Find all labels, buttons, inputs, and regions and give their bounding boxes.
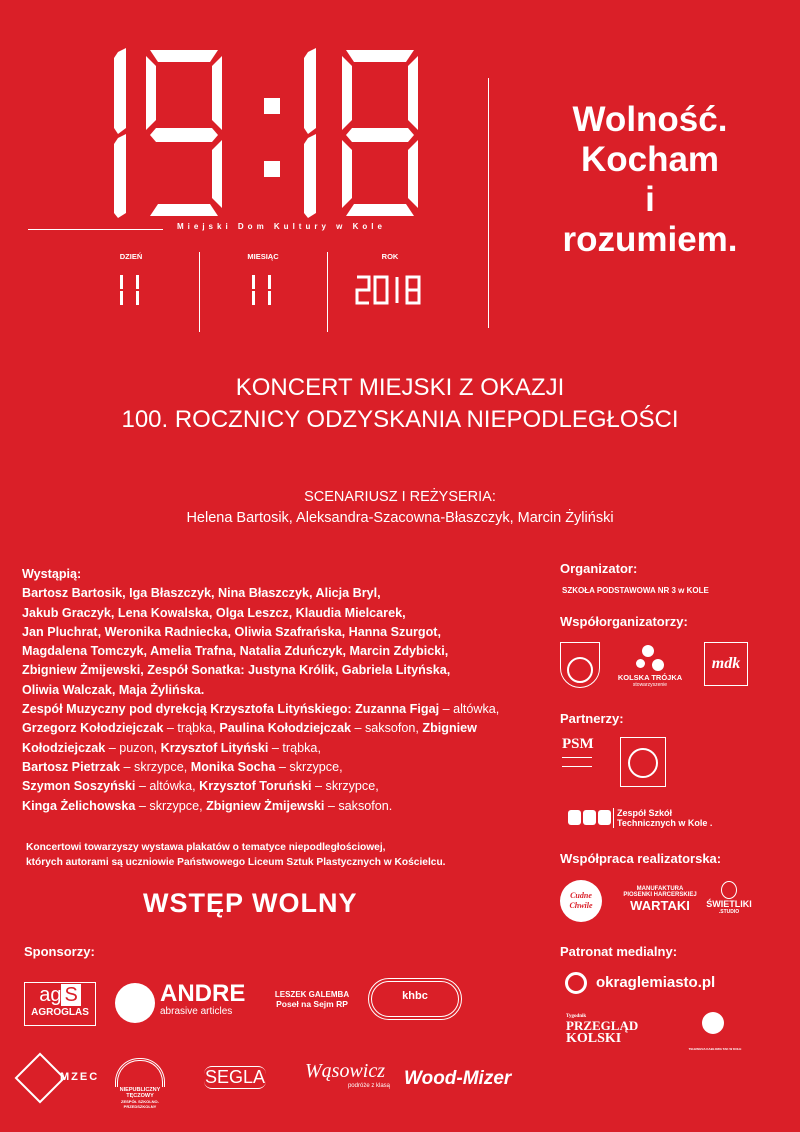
tk-icon — [702, 1012, 724, 1034]
logo-text: KOLSKA TRÓJKA — [617, 673, 683, 682]
psm-logo — [562, 736, 598, 790]
band-member: Zbigniew Żmijewski — [206, 798, 325, 813]
instrument: saksofon — [365, 721, 416, 736]
band-member: Paulina Kołodziejczak — [219, 721, 351, 736]
logo-text: Wąsowicz — [305, 1060, 385, 1082]
band-member: Monika Socha — [190, 759, 276, 774]
band-member: Zuzanna Figaj — [355, 702, 440, 717]
clock-display — [110, 48, 460, 218]
logo-text: KOLSKI — [566, 1031, 622, 1046]
logo-text: Technicznych w Kole . — [617, 818, 713, 828]
date-year — [335, 252, 445, 305]
performers-heading: Wystąpią: — [22, 567, 82, 581]
khbc-logo — [368, 978, 462, 1020]
teczowy-logo — [110, 1058, 170, 1109]
motto-line: Kocham — [580, 140, 720, 179]
free-entry: WSTĘP WOLNY — [143, 888, 358, 918]
logo-text: podróże z klasą — [347, 1083, 390, 1089]
date-year-label: ROK — [381, 252, 399, 261]
band-member: Grzegorz Kołodziejczak — [22, 721, 164, 736]
performers — [22, 565, 532, 816]
performers-line: Zbigniew Żmijewski, Zespół Sonatka: Justyna Królik, Gabriela Lityńska, — [22, 663, 451, 678]
logo-text: AGROGLAS — [31, 1007, 89, 1018]
przeglad-kolski-logo — [566, 1014, 638, 1046]
logo-text: khbc — [402, 990, 428, 1002]
logo-text: PRZEGLĄD — [566, 1018, 639, 1033]
agroglas-logo: ag S AGROGLAS — [24, 982, 96, 1026]
title-line: 100. ROCZNICY ODZYSKANIA NIEPODLEGŁOŚCI — [121, 406, 679, 433]
andre-logo — [160, 982, 245, 1017]
motto-line: i — [645, 180, 655, 219]
instrument: skrzypce — [325, 779, 376, 794]
logo-text: abrasive articles — [160, 1006, 233, 1017]
organizer-heading: Organizator: — [560, 561, 638, 576]
kolo-coat-of-arms-icon — [560, 642, 600, 688]
performers-line: Magdalena Tomczyk, Amelia Trafna, Natalia Zduńczyk, Marcin Zdybicki, — [22, 644, 449, 659]
event-title — [0, 372, 800, 436]
plsp-logo — [620, 737, 666, 787]
divider — [327, 252, 328, 332]
andre-icon — [115, 983, 155, 1023]
band-member: Krzysztof Lityński — [160, 740, 269, 755]
okraglemiasto-logo: okraglemiasto.pl — [596, 974, 716, 991]
direction-heading: SCENARIUSZ I REŻYSERIA: — [304, 489, 496, 505]
zst-icon — [564, 810, 614, 828]
band-list: Zespół Muzyczny pod dyrekcją Krzysztofa Lityńskiego: Zuzanna Figaj – altówka, Grzegorz Kołodziejczak – trąbka, Paulina Kołodziejczak – saksofon, Zbigniew Kołodziejczak – puzon, Krzysztof Lityński – trąbka, Bartosz Pietrzak – skrzypce, Monika Socha – skrzypce, Szymon Soszyński – altówka, Krzysztof Toruński – skrzypce, Kinga Żelichowska – skrzypce, Zbigniew Żmijewski – saksofon. — [22, 702, 500, 813]
logo-text: ANDRE — [160, 980, 246, 1007]
logo-text: PIOSENKI HARCERSKIEJ — [623, 892, 697, 898]
performers-line: Bartosz Bartosik, Iga Błaszczyk, Nina Błaszczyk, Alicja Bryl, — [22, 586, 381, 601]
logo-text: Poseł na Sejm RP — [276, 999, 348, 1009]
instrument: puzon — [119, 740, 154, 755]
divider — [199, 252, 200, 332]
production-heading: Współpraca realizatorska: — [560, 851, 722, 866]
band-member: Krzysztof Toruński — [199, 779, 312, 794]
date-month — [208, 252, 318, 305]
logo-text: WARTAKI — [630, 898, 690, 913]
note-line: których autorami są uczniowie Państwowego Liceum Sztuk Plastycznych w Kościelcu. — [26, 857, 446, 868]
instrument: altówka — [453, 702, 496, 717]
logo-text: ZESPÓŁ SZKOLNO-PRZEDSZKOLNY — [121, 1099, 159, 1109]
date-year-value — [335, 275, 445, 305]
date-month-value — [208, 275, 318, 305]
title-line: KONCERT MIEJSKI Z OKAZJI — [235, 374, 565, 401]
motto — [520, 100, 780, 260]
logo-text: Tygodnik — [566, 1014, 587, 1019]
logo-text: PSM — [562, 736, 594, 752]
sponsors-heading: Sponsorzy: — [24, 944, 95, 959]
instrument: skrzypce — [289, 759, 340, 774]
instrument: skrzypce — [149, 798, 200, 813]
note-line: Koncertowi towarzyszy wystawa plakatów o tematyce niepodległościowej, — [26, 842, 386, 853]
date-day — [76, 252, 186, 305]
logo-text: MANUFAKTURA — [636, 886, 684, 892]
vertical-divider — [488, 78, 489, 328]
organizer-name: SZKOŁA PODSTAWOWA NR 3 w KOLE — [562, 586, 709, 595]
clock-subtitle: Miejski Dom Kultury w Kole — [177, 222, 386, 231]
band-intro: Zespół Muzyczny pod dyrekcją Krzysztofa Lityńskiego: — [22, 702, 352, 717]
mzec-logo: MZEC — [60, 1071, 100, 1083]
band-member: Bartosz Pietrzak — [22, 759, 120, 774]
date-day-label: DZIEŃ — [119, 252, 143, 261]
partners-heading: Partnerzy: — [560, 711, 624, 726]
logo-text: .STUDIO — [718, 909, 740, 915]
logo-text: ŚWIETLIKI — [706, 899, 752, 909]
cudne-chwile-logo: Cudne Chwile — [560, 880, 602, 922]
band-member: Szymon Soszyński — [22, 779, 136, 794]
band-member: Zbigniew Kołodziejczak — [22, 721, 477, 755]
wartaki-logo — [612, 886, 708, 913]
mzec-icon — [15, 1053, 66, 1104]
date-day-value — [76, 275, 186, 305]
wasowicz-logo — [300, 1060, 390, 1089]
logo-text: LESZEK GALEMBA — [274, 990, 350, 999]
motto-line: Wolność. — [572, 100, 728, 139]
kolska-trojka-logo — [612, 645, 688, 688]
date-month-label: MIESIĄC — [247, 252, 279, 261]
direction-credits — [0, 487, 800, 529]
instrument: altówka — [149, 779, 193, 794]
media-heading: Patronat medialny: — [560, 944, 678, 959]
instrument: trąbka — [282, 740, 318, 755]
firefly-icon — [721, 881, 737, 899]
motto-line: rozumiem. — [562, 220, 738, 259]
direction-names: Helena Bartosik, Aleksandra-Szacowna-Błaszczyk, Marcin Żyliński — [186, 510, 614, 526]
galemba-logo — [262, 990, 362, 1009]
logo-text: Zespół Szkół — [617, 808, 673, 818]
band-member: Kinga Żelichowska — [22, 798, 136, 813]
tk-logo-text: TELEWIZJA KABLOWA TAK W KOLE — [688, 1047, 742, 1051]
logo-text: stowarzyszenie — [632, 682, 668, 688]
performers-line: Jakub Graczyk, Lena Kowalska, Olga Leszcz, Klaudia Mielcarek, — [22, 605, 406, 620]
instrument: saksofon — [338, 798, 389, 813]
mdk-logo: mdk — [704, 642, 748, 686]
logo-text: NIEPUBLICZNY TĘCZOWY — [119, 1087, 161, 1099]
woodmizer-logo: Wood-Mizer — [404, 1068, 512, 1089]
segla-logo: SEGLA — [204, 1067, 266, 1087]
co-organizers-heading: Współorganizatorzy: — [560, 614, 688, 629]
instrument: trąbka — [177, 721, 213, 736]
performers-line: Jan Pluchrat, Weronika Radniecka, Oliwia Szafrańska, Hanna Szurgot, — [22, 624, 441, 639]
exhibition-note — [26, 840, 496, 870]
zst-logo — [613, 808, 712, 828]
divider — [28, 229, 163, 230]
performers-line: Oliwia Walczak, Maja Żylińska. — [22, 682, 205, 697]
wheel-icon — [565, 972, 587, 994]
instrument: skrzypce — [134, 759, 184, 774]
swietliki-logo — [705, 881, 753, 915]
